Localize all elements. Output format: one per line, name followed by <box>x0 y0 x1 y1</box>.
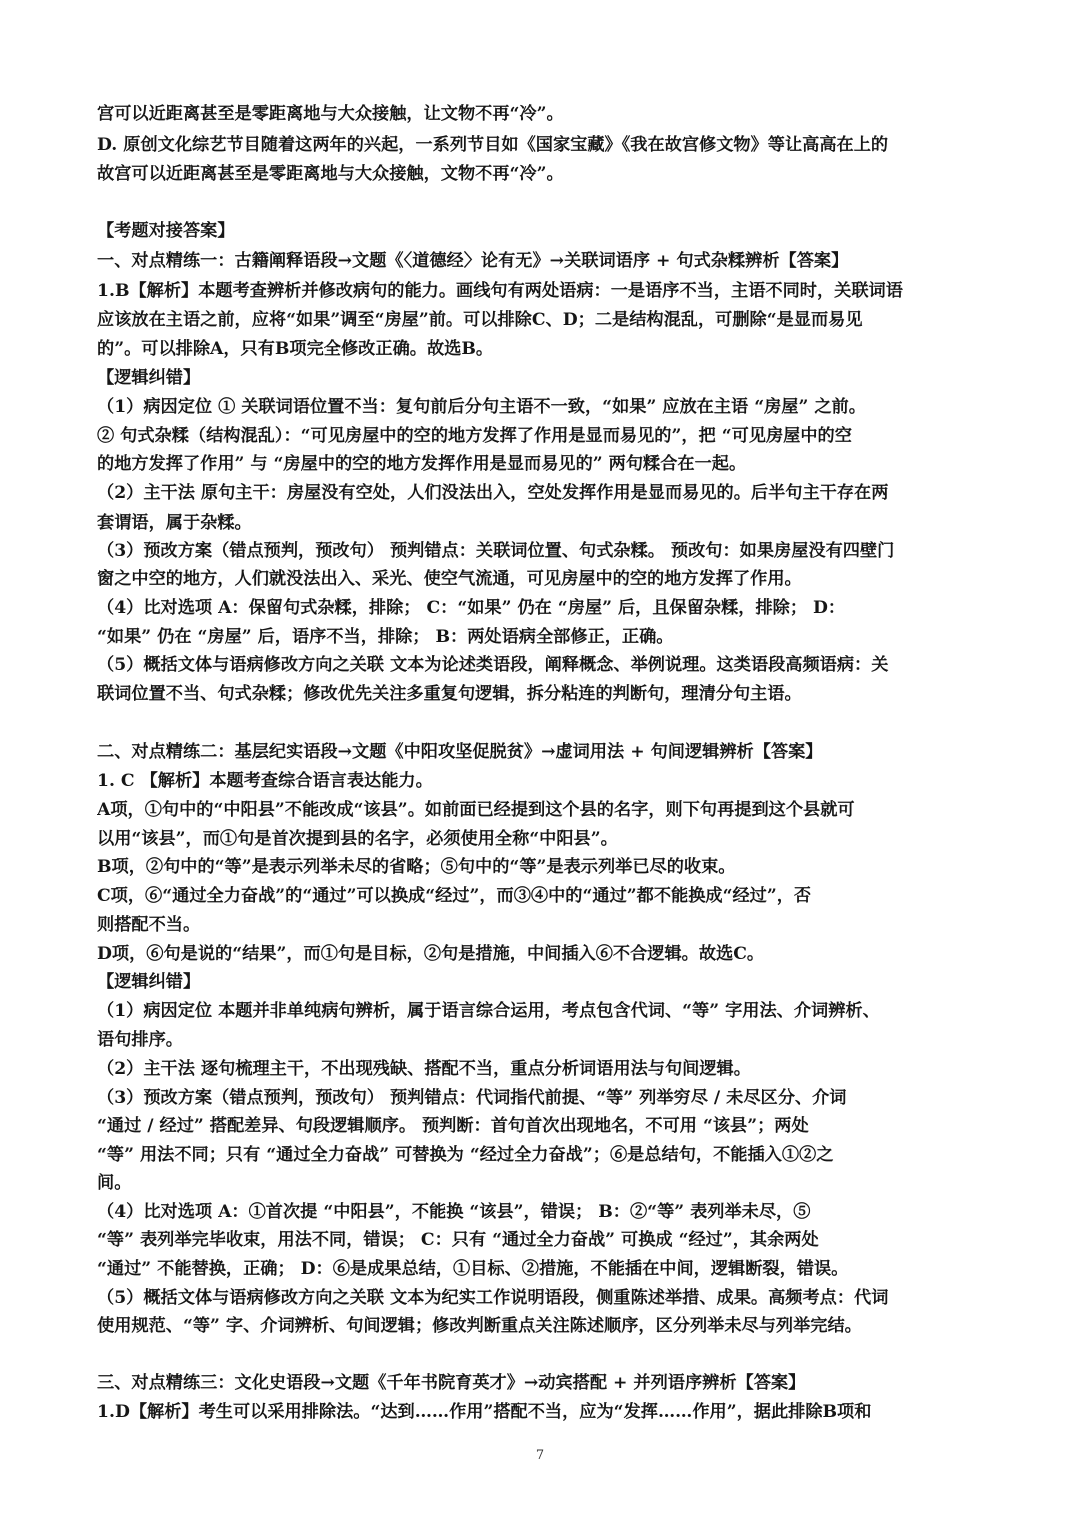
text-line <box>97 1340 997 1370</box>
text-line: “等” 用法不同；只有 “通过全力奋战” 可替换为 “经过全力奋战”；⑥是总结句，不能插入①②之 <box>97 1145 834 1165</box>
text-line: 间。 <box>97 1173 132 1193</box>
text-line: 窗之中空的地方，人们就没法出入、采光、使空气流通，可见房屋中的空的地方发挥了作用。 <box>97 569 802 589</box>
text-line: 宫可以近距离甚至是零距离地与大众接触，让文物不再“冷”。 <box>97 104 564 124</box>
text-line: 【逻辑纠错】 <box>97 368 201 388</box>
text-line: D项，⑥句是说的“结果”，而①句是目标，②句是措施，中间插入⑥不合逻辑。故选C。 <box>97 944 765 964</box>
text-line: B项，②句中的“等”是表示列举未尽的省略；⑤句中的“等”是表示列举已尽的收束。 <box>97 857 736 877</box>
text-line: 【逻辑纠错】 <box>97 972 201 992</box>
text-line: A项，①句中的“中阳县”不能改成“该县”。如前面已经提到这个县的名字，则下句再提到这个县就可 <box>97 800 855 820</box>
text-line: D. 原创文化综艺节目随着这两年的兴起，一系列节目如《国家宝藏》《我在故宫修文物》等让高高在上的 <box>97 135 889 155</box>
text-line: 以用“该县”，而①句是首次提到县的名字，必须使用全称“中阳县”。 <box>97 829 618 849</box>
page-number: 7 <box>535 1448 545 1463</box>
text-line: 【考题对接答案】 <box>97 221 235 241</box>
text-line: （2）主干法 逐句梳理主干，不出现残缺、搭配不当，重点分析词语用法与句间逻辑。 <box>97 1059 751 1079</box>
text-line: 应该放在主语之前，应将“如果”调至“房屋”前。可以排除C、D；二是结构混乱，可删除“是显而易见 <box>97 310 863 330</box>
text-line: 1. C 【解析】本题考查综合语言表达能力。 <box>97 771 433 791</box>
text-line: （4）比对选项 A：①首次提 “中阳县”，不能换 “该县”，错误； B：②“等” 表列举未尽，⑤ <box>97 1202 811 1222</box>
text-line: （1）病因定位 本题并非单纯病句辨析，属于语言综合运用，考点包含代词、“等” 字用法、介词辨析、 <box>97 1001 880 1021</box>
text-line: 一、对点精练一：古籍阐释语段→文题《〈道德经〉论有无》→关联词语序 + 句式杂糅辨析【答案】 <box>97 251 849 271</box>
text-line: （5）概括文体与语病修改方向之关联 文本为论述类语段，阐释概念、举例说理。这类语段高频语病：关 <box>97 655 889 675</box>
text-line: （3）预改方案（错点预判，预改句） 预判错点：关联词位置、句式杂糅。 预改句：如果房屋没有四壁门 <box>97 541 895 561</box>
text-line: 套谓语，属于杂糅。 <box>97 513 252 533</box>
text-line: 的地方发挥了作用” 与 “房屋中的空的地方发挥作用是显而易见的” 两句糅合在一起。 <box>97 454 747 474</box>
text-line <box>97 708 997 738</box>
text-line: 1.B【解析】本题考查辨析并修改病句的能力。画线句有两处语病：一是语序不当，主语不同时，关联词语 <box>97 281 903 301</box>
text-line: 的”。可以排除A，只有B项完全修改正确。故选B。 <box>97 339 494 359</box>
text-line: ② 句式杂糅（结构混乱）：“可见房屋中的空的地方发挥了作用是显而易见的”，把 “可见房屋中的空 <box>97 426 852 446</box>
text-line: 使用规范、“等” 字、介词辨析、句间逻辑；修改判断重点关注陈述顺序，区分列举未尽与列举完结。 <box>97 1316 862 1336</box>
text-line: “通过” 不能替换，正确； D：⑥是成果总结，①目标、②措施，不能插在中间，逻辑断裂，错误。 <box>97 1259 849 1279</box>
text-line: （5）概括文体与语病修改方向之关联 文本为纪实工作说明语段，侧重陈述举措、成果。高频考点：代词 <box>97 1288 889 1308</box>
text-line: 三、对点精练三：文化史语段→文题《千年书院育英才》→动宾搭配 + 并列语序辨析【答案】 <box>97 1373 806 1393</box>
text-line: （2）主干法 原句主干：房屋没有空处，人们没法出入，空处发挥作用是显而易见的。后半句主干存在两 <box>97 483 889 503</box>
text-line: （4）比对选项 A：保留句式杂糅，排除； C：“如果” 仍在 “房屋” 后，且保留杂糅，排除； D： <box>97 598 846 618</box>
text-line: 故宫可以近距离甚至是零距离地与大众接触，文物不再“冷”。 <box>97 164 564 184</box>
text-line: “等” 表列举完毕收束，用法不同，错误； C：只有 “通过全力奋战” 可换成 “经过”，其余两处 <box>97 1230 819 1250</box>
text-line: C项，⑥“通过全力奋战”的“通过”可以换成“经过”，而③④中的“通过”都不能换成“经过”，否 <box>97 886 812 906</box>
text-line: （1）病因定位 ① 关联词语位置不当：复句前后分句主语不一致，“如果” 应放在主语 “房屋” 之前。 <box>97 397 866 417</box>
text-line: 语句排序。 <box>97 1030 183 1050</box>
text-line: （3）预改方案（错点预判，预改句） 预判错点：代词指代前提、“等” 列举穷尽 / 未尽区分、介词 <box>97 1088 847 1108</box>
text-line <box>97 188 997 218</box>
text-line: 联词位置不当、句式杂糅；修改优先关注多重复句逻辑，拆分粘连的判断句，理清分句主语。 <box>97 684 802 704</box>
text-line: 二、对点精练二：基层纪实语段→文题《中阳攻坚促脱贫》→虚词用法 + 句间逻辑辨析【答案】 <box>97 742 823 762</box>
text-line: 1.D【解析】考生可以采用排除法。“达到……作用”搭配不当，应为“发挥……作用”，据此排除B项和 <box>97 1402 872 1422</box>
text-line: 则搭配不当。 <box>97 915 201 935</box>
text-line: “通过 / 经过” 搭配差异、句段逻辑顺序。 预判断：首句首次出现地名，不可用 “该县”；两处 <box>97 1116 809 1136</box>
text-line: “如果” 仍在 “房屋” 后，语序不当，排除； B：两处语病全部修正，正确。 <box>97 627 674 647</box>
